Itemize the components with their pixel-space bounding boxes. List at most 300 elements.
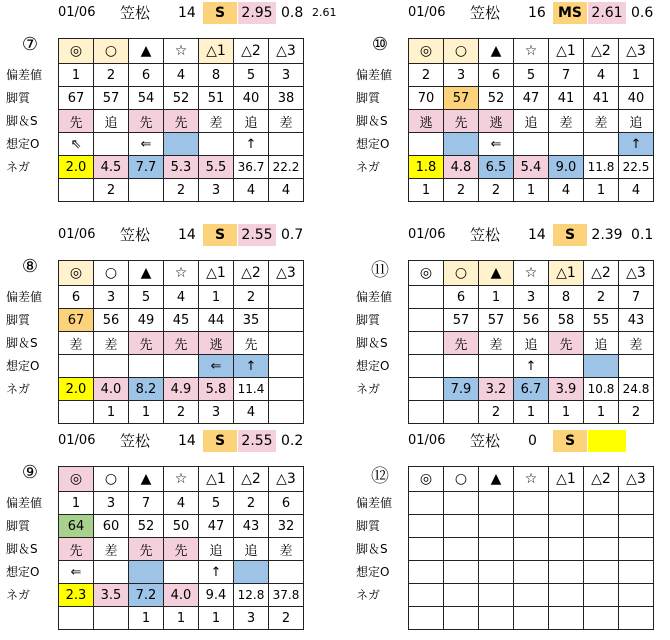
race-index-diff: 0.1 (631, 227, 654, 243)
mark-cell: △2 (234, 39, 269, 64)
mark-cell: ○ (94, 261, 129, 286)
horse-number-cell: 3 (514, 286, 549, 309)
field-size: 14 (178, 433, 196, 449)
negative-cell: 2 (94, 179, 129, 202)
horse-number-cell: 4 (164, 286, 199, 309)
row-label: ネガ (6, 382, 31, 396)
leg-speed-cell (164, 133, 199, 156)
negative-cell (59, 607, 94, 630)
expected-odds-cell: 4.5 (94, 156, 129, 179)
prediction-table (408, 260, 654, 424)
table-row (59, 332, 304, 355)
race-block (0, 430, 330, 640)
expected-odds-cell (514, 584, 549, 607)
table-row (409, 584, 654, 607)
mark-cell: ◎ (59, 261, 94, 286)
leg-speed-cell (584, 561, 619, 584)
row-label: 想定O (356, 359, 390, 373)
mark-cell: ○ (94, 467, 129, 492)
race-number: ⑧ (21, 256, 39, 277)
race-index-value: 2.61 (588, 2, 626, 24)
leg-speed-cell (409, 355, 444, 378)
expected-odds-cell: 36.7 (234, 156, 269, 179)
running-style-cell: 差 (94, 538, 129, 561)
table-row (409, 607, 654, 630)
row-label: 脚＆S (6, 336, 38, 350)
horse-number-cell (409, 492, 444, 515)
deviation-cell (444, 515, 479, 538)
running-style-cell: 先 (129, 538, 164, 561)
deviation-cell: 56 (94, 309, 129, 332)
expected-odds-cell: 4.8 (444, 156, 479, 179)
running-style-cell: 先 (164, 110, 199, 133)
race-header (350, 430, 670, 452)
deviation-cell: 57 (94, 87, 129, 110)
table-row (409, 261, 654, 286)
leg-speed-cell (164, 561, 199, 584)
deviation-cell: 52 (479, 87, 514, 110)
table-row (409, 355, 654, 378)
running-style-cell: 差 (59, 332, 94, 355)
horse-number-cell: 2 (584, 286, 619, 309)
deviation-cell: 35 (234, 309, 269, 332)
expected-odds-cell (549, 584, 584, 607)
negative-cell: 1 (584, 401, 619, 424)
negative-cell (409, 607, 444, 630)
running-style-cell: 差 (269, 538, 304, 561)
race-header (0, 224, 330, 246)
row-label: 脚＆S (6, 542, 38, 556)
mark-cell: △1 (549, 261, 584, 286)
mark-cell: ▲ (479, 39, 514, 64)
expected-odds-cell: 1.8 (409, 156, 444, 179)
row-label: ネガ (6, 160, 31, 174)
table-row (59, 64, 304, 87)
table-row (59, 378, 304, 401)
expected-odds-cell: 5.5 (199, 156, 234, 179)
running-style-cell: 先 (444, 332, 479, 355)
table-row (409, 378, 654, 401)
leg-speed-cell (269, 133, 304, 156)
negative-cell (479, 607, 514, 630)
table-row (59, 133, 304, 156)
race-index-value: 2.55 (238, 430, 276, 452)
negative-cell (129, 179, 164, 202)
mark-cell: ▲ (479, 261, 514, 286)
negative-cell: 3 (199, 401, 234, 424)
expected-odds-cell: 4.0 (94, 378, 129, 401)
race-block (350, 224, 670, 434)
table-row (409, 286, 654, 309)
leg-speed-cell (129, 355, 164, 378)
race-index-diff: 0.7 (281, 227, 304, 243)
row-label: 脚質 (6, 313, 31, 327)
leg-speed-cell (409, 133, 444, 156)
mark-cell: ◎ (409, 467, 444, 492)
race-number: ⑪ (371, 260, 389, 281)
race-venue: 笠松 (120, 4, 151, 22)
race-venue: 笠松 (470, 432, 501, 450)
negative-cell (584, 607, 619, 630)
row-label: 偏差値 (356, 290, 393, 304)
row-label: 脚質 (6, 91, 31, 105)
prediction-table (58, 466, 304, 630)
mark-cell: △2 (584, 39, 619, 64)
horse-number-cell (619, 492, 654, 515)
race-grade: S (203, 430, 237, 452)
mark-cell: △3 (269, 467, 304, 492)
running-style-cell (444, 538, 479, 561)
deviation-cell (549, 515, 584, 538)
field-size: 14 (178, 5, 196, 21)
negative-cell: 1 (164, 607, 199, 630)
row-label: 想定O (356, 137, 390, 151)
horse-number-cell: 6 (479, 64, 514, 87)
race-venue: 笠松 (470, 226, 501, 244)
expected-odds-cell (619, 584, 654, 607)
running-style-cell (409, 538, 444, 561)
expected-odds-cell (269, 378, 304, 401)
horse-number-cell: 3 (269, 64, 304, 87)
table-row (59, 492, 304, 515)
table-row (409, 133, 654, 156)
horse-number-cell: 4 (164, 64, 199, 87)
horse-number-cell: 2 (409, 64, 444, 87)
horse-number-cell: 7 (549, 64, 584, 87)
running-style-cell: 先 (164, 332, 199, 355)
table-row (409, 179, 654, 202)
mark-cell: ◎ (59, 39, 94, 64)
deviation-cell: 43 (619, 309, 654, 332)
expected-odds-cell: 3.5 (94, 584, 129, 607)
running-style-cell: 先 (129, 332, 164, 355)
negative-cell: 1 (409, 179, 444, 202)
row-label: 偏差値 (356, 496, 393, 510)
table-row (409, 538, 654, 561)
leg-speed-cell (549, 133, 584, 156)
expected-odds-cell (409, 378, 444, 401)
leg-speed-cell (269, 561, 304, 584)
horse-number-cell (514, 492, 549, 515)
table-row (59, 261, 304, 286)
deviation-cell: 57 (444, 87, 479, 110)
race-venue: 笠松 (470, 4, 501, 22)
horse-number-cell: 3 (444, 64, 479, 87)
deviation-cell: 57 (479, 309, 514, 332)
leg-speed-cell: ⇐ (59, 561, 94, 584)
running-style-cell: 逃 (479, 110, 514, 133)
horse-number-cell: 5 (129, 286, 164, 309)
deviation-cell: 70 (409, 87, 444, 110)
row-label: 想定O (6, 359, 40, 373)
row-label: 脚質 (6, 519, 31, 533)
deviation-cell: 47 (514, 87, 549, 110)
deviation-cell: 41 (584, 87, 619, 110)
leg-speed-cell (619, 561, 654, 584)
mark-cell: ▲ (129, 261, 164, 286)
race-block (0, 2, 337, 212)
mark-cell: ▲ (129, 39, 164, 64)
row-label: 偏差値 (6, 290, 43, 304)
expected-odds-cell (444, 584, 479, 607)
running-style-cell (479, 538, 514, 561)
running-style-cell: 追 (514, 110, 549, 133)
race-number: ⑨ (21, 462, 39, 483)
horse-number-cell: 2 (94, 64, 129, 87)
expected-odds-cell: 9.4 (199, 584, 234, 607)
row-labels (0, 286, 58, 401)
negative-cell: 1 (129, 607, 164, 630)
mark-cell: ○ (444, 261, 479, 286)
expected-odds-cell: 22.5 (619, 156, 654, 179)
table-row (59, 584, 304, 607)
running-style-cell: 先 (59, 538, 94, 561)
mark-cell: △1 (549, 39, 584, 64)
horse-number-cell: 5 (199, 492, 234, 515)
mark-cell: ○ (444, 467, 479, 492)
expected-odds-cell: 11.8 (584, 156, 619, 179)
deviation-cell: 49 (129, 309, 164, 332)
table-row (409, 467, 654, 492)
row-label: 脚質 (356, 313, 381, 327)
horse-number-cell: 2 (234, 286, 269, 309)
negative-cell: 1 (514, 401, 549, 424)
expected-odds-cell (479, 584, 514, 607)
deviation-cell: 45 (164, 309, 199, 332)
prediction-table (58, 260, 304, 424)
negative-cell: 4 (549, 179, 584, 202)
race-date: 01/06 (408, 5, 446, 20)
mark-cell: △1 (199, 39, 234, 64)
mark-cell: △2 (584, 467, 619, 492)
negative-cell: 1 (199, 607, 234, 630)
running-style-cell (514, 538, 549, 561)
table-row (59, 156, 304, 179)
expected-odds-cell: 7.9 (444, 378, 479, 401)
expected-odds-cell: 6.7 (514, 378, 549, 401)
mark-cell: △3 (619, 261, 654, 286)
leg-speed-cell: ⇐ (199, 355, 234, 378)
deviation-cell: 40 (619, 87, 654, 110)
race-index-diff: 0.2 (281, 433, 304, 449)
table-row (59, 39, 304, 64)
expected-odds-cell: 12.8 (234, 584, 269, 607)
table-row (409, 309, 654, 332)
expected-odds-cell: 22.2 (269, 156, 304, 179)
deviation-cell: 32 (269, 515, 304, 538)
horse-number-cell: 7 (129, 492, 164, 515)
horse-number-cell: 1 (199, 286, 234, 309)
row-label: 偏差値 (6, 68, 43, 82)
running-style-cell: 先 (549, 332, 584, 355)
race-number: ⑫ (371, 466, 389, 487)
race-header (0, 2, 337, 24)
table-row (409, 492, 654, 515)
leg-speed-cell (584, 355, 619, 378)
expected-odds-cell: 4.0 (164, 584, 199, 607)
deviation-cell: 60 (94, 515, 129, 538)
table-row (59, 401, 304, 424)
mark-cell: ○ (444, 39, 479, 64)
leg-speed-cell: ↑ (514, 355, 549, 378)
leg-speed-cell (444, 355, 479, 378)
deviation-cell: 67 (59, 309, 94, 332)
expected-odds-cell: 2.0 (59, 378, 94, 401)
horse-number-cell: 5 (514, 64, 549, 87)
negative-cell: 3 (234, 607, 269, 630)
horse-number-cell: 2 (234, 492, 269, 515)
horse-number-cell (269, 286, 304, 309)
negative-cell: 1 (549, 401, 584, 424)
mark-cell: ☆ (514, 467, 549, 492)
race-date: 01/06 (58, 5, 96, 20)
horse-number-cell (584, 492, 619, 515)
horse-number-cell: 4 (164, 492, 199, 515)
table-row (59, 87, 304, 110)
race-block (0, 224, 330, 434)
negative-cell: 2 (444, 179, 479, 202)
horse-number-cell: 7 (619, 286, 654, 309)
deviation-cell: 64 (59, 515, 94, 538)
row-label: 脚＆S (356, 336, 388, 350)
deviation-cell: 38 (269, 87, 304, 110)
mark-cell: ☆ (164, 261, 199, 286)
leg-speed-cell (59, 355, 94, 378)
race-date: 01/06 (58, 433, 96, 448)
table-row (59, 110, 304, 133)
running-style-cell: 先 (164, 538, 199, 561)
horse-number-cell: 6 (444, 286, 479, 309)
race-header (350, 2, 670, 24)
table-row (59, 309, 304, 332)
horse-number-cell: 1 (479, 286, 514, 309)
row-label: 脚質 (356, 519, 381, 533)
negative-cell: 3 (199, 179, 234, 202)
field-size: 16 (528, 5, 546, 21)
mark-cell: ◎ (409, 39, 444, 64)
running-style-cell: 差 (199, 110, 234, 133)
row-labels (350, 492, 408, 607)
deviation-cell: 52 (164, 87, 199, 110)
leg-speed-cell: ⇐ (479, 133, 514, 156)
race-grade: S (553, 224, 587, 246)
running-style-cell: 先 (234, 332, 269, 355)
leg-speed-cell (94, 561, 129, 584)
race-grade: S (553, 430, 587, 452)
negative-cell (59, 179, 94, 202)
expected-odds-cell (584, 584, 619, 607)
negative-cell: 4 (269, 179, 304, 202)
horse-number-cell: 3 (94, 492, 129, 515)
running-style-cell: 差 (479, 332, 514, 355)
race-index-diff: 0.8 (281, 5, 304, 21)
leg-speed-cell: ↑ (619, 133, 654, 156)
horse-number-cell: 1 (619, 64, 654, 87)
row-label: 脚＆S (356, 114, 388, 128)
negative-cell: 2 (479, 179, 514, 202)
leg-speed-cell (409, 561, 444, 584)
negative-cell: 2 (479, 401, 514, 424)
horse-number-cell: 8 (549, 286, 584, 309)
table-row (59, 355, 304, 378)
mark-cell: ▲ (129, 467, 164, 492)
race-grade: S (203, 2, 237, 24)
running-style-cell: 逃 (409, 110, 444, 133)
mark-cell: △1 (549, 467, 584, 492)
negative-cell (619, 607, 654, 630)
deviation-cell (409, 309, 444, 332)
mark-cell: ☆ (514, 261, 549, 286)
mark-cell: ◎ (59, 467, 94, 492)
expected-odds-cell: 5.4 (514, 156, 549, 179)
leg-speed-cell (269, 355, 304, 378)
expected-odds-cell: 4.9 (164, 378, 199, 401)
horse-number-cell: 5 (234, 64, 269, 87)
horse-number-cell: 3 (94, 286, 129, 309)
leg-speed-cell: ↑ (234, 133, 269, 156)
race-date: 01/06 (408, 227, 446, 242)
race-block (350, 430, 670, 640)
row-label: 脚質 (356, 91, 381, 105)
deviation-cell (584, 515, 619, 538)
leg-speed-cell (549, 355, 584, 378)
negative-cell (94, 607, 129, 630)
mark-cell: ▲ (479, 467, 514, 492)
race-header (350, 224, 670, 246)
deviation-cell (409, 515, 444, 538)
table-row (59, 179, 304, 202)
leg-speed-cell (444, 133, 479, 156)
mark-cell: ◎ (409, 261, 444, 286)
negative-cell: 1 (129, 401, 164, 424)
table-row (59, 467, 304, 492)
running-style-cell (409, 332, 444, 355)
deviation-cell: 41 (549, 87, 584, 110)
expected-odds-cell: 10.8 (584, 378, 619, 401)
leg-speed-cell (164, 355, 199, 378)
table-row (59, 515, 304, 538)
race-header (0, 430, 330, 452)
row-label: 偏差値 (356, 68, 393, 82)
negative-cell: 4 (234, 179, 269, 202)
expected-odds-cell: 8.2 (129, 378, 164, 401)
mark-cell: △2 (584, 261, 619, 286)
negative-cell: 2 (164, 401, 199, 424)
expected-odds-cell: 37.8 (269, 584, 304, 607)
deviation-cell: 52 (129, 515, 164, 538)
mark-cell: △1 (199, 467, 234, 492)
horse-number-cell: 1 (59, 64, 94, 87)
negative-cell: 4 (619, 179, 654, 202)
row-label: 想定O (356, 565, 390, 579)
row-labels (350, 64, 408, 179)
expected-odds-cell: 5.8 (199, 378, 234, 401)
leg-speed-cell: ⇐ (129, 133, 164, 156)
expected-odds-cell: 3.2 (479, 378, 514, 401)
race-date: 01/06 (408, 433, 446, 448)
table-row (409, 64, 654, 87)
leg-speed-cell (584, 133, 619, 156)
negative-cell (514, 607, 549, 630)
deviation-cell: 54 (129, 87, 164, 110)
running-style-cell: 差 (619, 332, 654, 355)
row-label: ネガ (6, 588, 31, 602)
expected-odds-cell: 7.2 (129, 584, 164, 607)
running-style-cell: 差 (549, 110, 584, 133)
table-row (409, 515, 654, 538)
race-grade: S (203, 224, 237, 246)
expected-odds-cell: 9.0 (549, 156, 584, 179)
